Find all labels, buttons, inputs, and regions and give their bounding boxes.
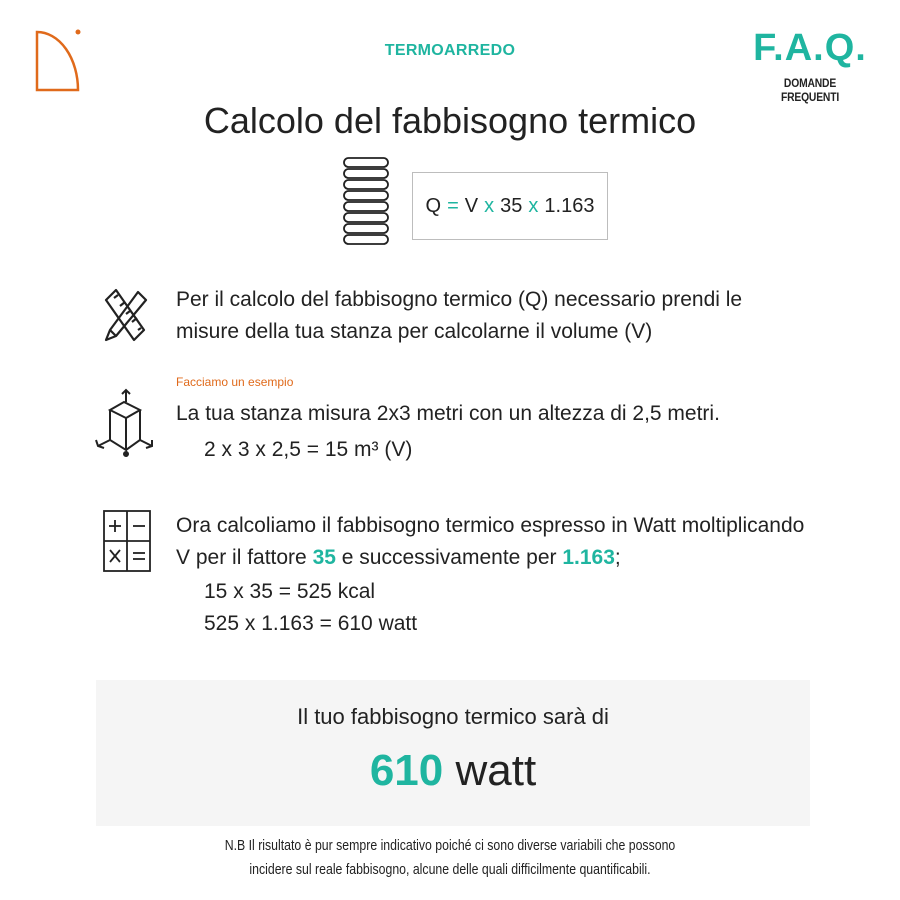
section1-line2: misure della tua stanza per calcolarne il volume (V) (176, 320, 653, 343)
calculator-icon (103, 510, 151, 572)
brand-logo-icon (34, 28, 84, 94)
cube-dimensions-icon (94, 388, 154, 462)
section3-line1: Ora calcoliamo il fabbisogno termico espresso in Watt moltiplicando (176, 514, 805, 537)
section3-line2 (176, 542, 621, 574)
page-title: Calcolo del fabbisogno termico (203, 100, 697, 141)
example-label: Facciamo un esempio (176, 375, 294, 389)
faq-title: F.A.Q. (753, 27, 867, 69)
result-number: 610 (369, 746, 444, 795)
factor-1163: 1.163 (562, 546, 615, 569)
formula-factor-2: 1.163 (544, 194, 595, 217)
formula-v: V (464, 194, 479, 217)
section1-line1: Per il calcolo del fabbisogno termico (Q) necessario prendi le (176, 288, 743, 311)
section3-line2-c: ; (614, 546, 621, 569)
factor-35: 35 (312, 546, 336, 569)
formula-times-1: x (484, 194, 495, 217)
result-value (96, 746, 810, 796)
section2-calc: 2 x 3 x 2,5 = 15 m³ (V) (204, 438, 413, 461)
formula-factor-1: 35 (500, 194, 523, 217)
result-line: Il tuo fabbisogno termico sarà di (297, 704, 609, 729)
formula-times-2: x (528, 194, 539, 217)
section2-line1: La tua stanza misura 2x3 metri con un altezza di 2,5 metri. (176, 402, 720, 425)
formula-q: Q (425, 194, 442, 217)
faq-subtitle: DOMANDE FREQUENTI (780, 76, 840, 104)
ruler-pencil-icon (100, 286, 150, 346)
section3-line2-a: V per il fattore (176, 546, 313, 569)
radiator-icon (342, 156, 390, 252)
note-line2: incidere sul reale fabbisogno, alcune delle quali difficilmente quantificabili. (249, 861, 651, 878)
formula-equals: = (447, 194, 459, 217)
brand-name: TERMOARREDO (384, 42, 516, 59)
result-unit: watt (455, 746, 537, 795)
section3-line2-b: e successivamente per (335, 546, 563, 569)
section3-calc1: 15 x 35 = 525 kcal (204, 580, 376, 603)
disclaimer-note (204, 834, 696, 882)
formula-box (412, 172, 608, 240)
note-line1: N.B Il risultato è pur sempre indicativo poiché ci sono diverse variabili che possono (224, 837, 676, 854)
section3-calc2: 525 x 1.163 = 610 watt (204, 612, 418, 635)
